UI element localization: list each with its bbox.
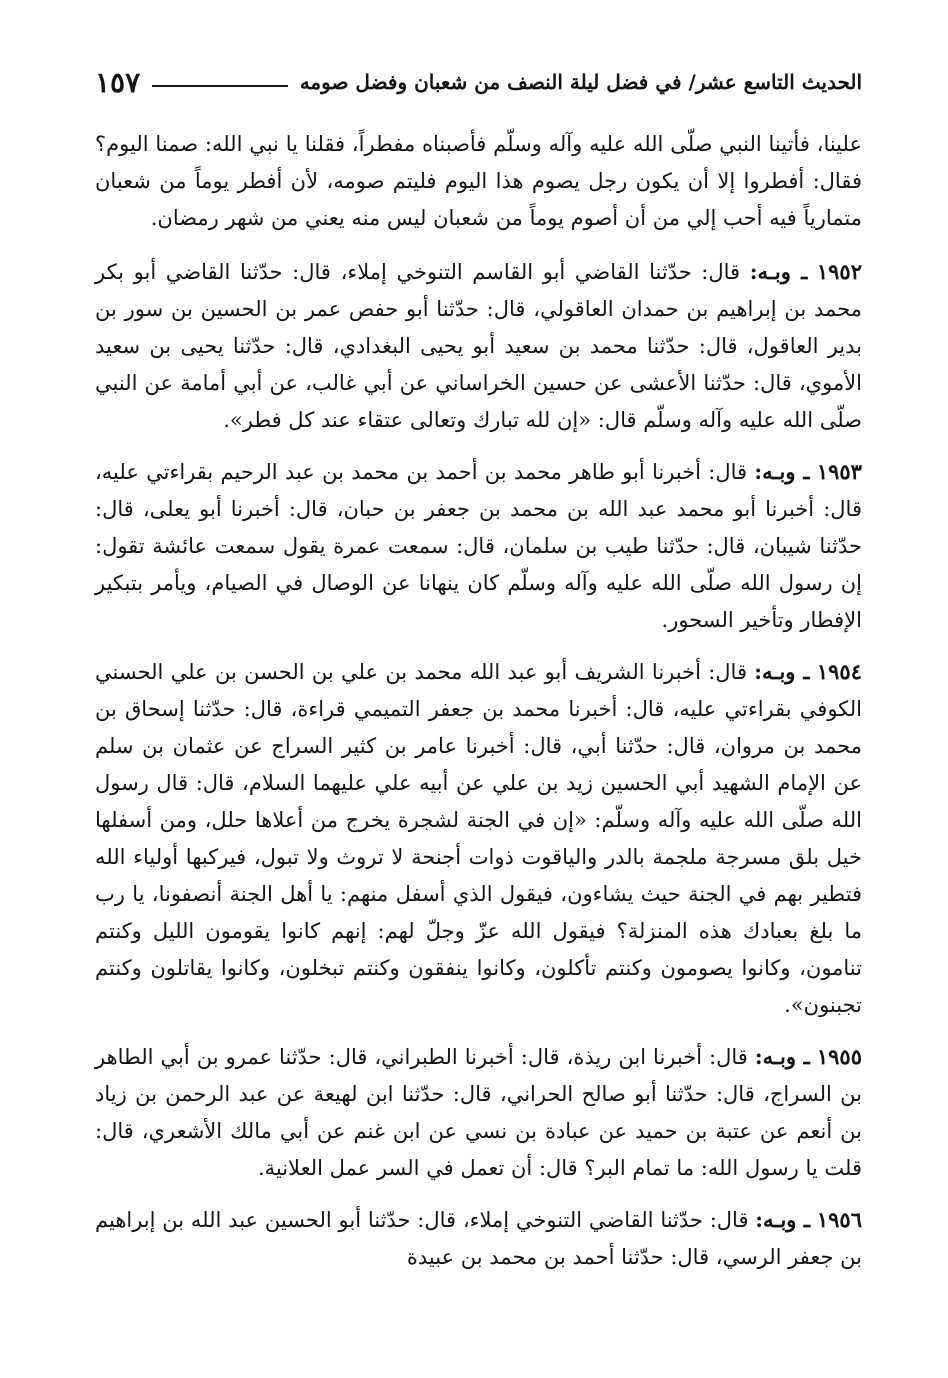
page-body xyxy=(95,126,862,1276)
hadith-1956 xyxy=(95,1201,862,1276)
chain-marker: ـ وبـه: xyxy=(749,259,808,284)
hadith-text: قال: أخبرنا أبو طاهر محمد بن أحمد بن محمد بن عبد الرحيم بقراءتي عليه، قال: أخبرنا أبو محمد عبد الله بن محمد بن جعفر بن حبان، قال: أخبرنا أبو يعلى، قال: حدّثنا شيبان، قال: حدّثنا طيب بن سلمان، قال: سمعت عمرة يقول سمعت عائشة تقول: إن رسول الله صلّى الله عليه وآله وسلّم كان ينهانا عن الوصال في الصيام، ويأمر بتبكير الإفطار وتأخير السحور. xyxy=(95,460,862,632)
hadith-number: ١٩٥٥ xyxy=(816,1044,862,1069)
page-number: ١٥٧ xyxy=(95,65,141,99)
hadith-text: قال: أخبرنا الشريف أبو عبد الله محمد بن علي بن الحسن بن علي الحسني الكوفي بقراءتي عليه، قال: أخبرنا محمد بن جعفر التميمي قراءة، قال: حدّثنا إسحاق بن محمد بن مروان، قال: حدّثنا أبي، قال: أخبرنا عامر بن كثير السراج عن عثمان بن سلم عن الإمام الشهيد أبي الحسين زيد بن علي عن أبيه علي عليهما السلام، قال: قال رسول الله صلّى الله عليه وآله وسلّم: «إن في الجنة لشجرة يخرج من أعلاها حلل، ومن أسفلها خيل بلق مسرجة ملجمة بالدر والياقوت ذوات أجنحة لا تروث ولا تبول، فيركبها أولياء الله فتطير بهم في الجنة حيث يشاءون، فيقول الذي أسفل منهم: يا أهل الجنة أنصفونا، يا رب ما بلغ بعبادك هذه المنزلة؟ فيقول الله عزّ وجلّ لهم: إنهم كانوا يقومون الليل وكنتم تنامون، وكانوا يصومون وكنتم تأكلون، وكانوا ينفقون وكنتم تبخلون، وكانوا يقاتلون وكنتم تجبنون». xyxy=(95,660,862,1017)
running-header xyxy=(95,62,862,102)
hadith-text: قال: أخبرنا ابن ريذة، قال: أخبرنا الطبراني، قال: حدّثنا عمرو بن أبي الطاهر بن السراج، قال: حدّثنا أبو صالح الحراني، قال: حدّثنا ابن لهيعة عن عبد الرحمن بن زياد بن أنعم عن عتبة بن حميد عن عبادة بن نسي عن ابن غنم عن أبي مالك الأشعري، قال: قلت يا رسول الله: ما تمام البر؟ قال: أن تعمل في السر عمل العلانية. xyxy=(95,1045,862,1180)
hadith-number: ١٩٥٤ xyxy=(816,659,862,684)
hadith-number: ١٩٥٢ xyxy=(816,259,862,284)
chain-marker: ـ وبـه: xyxy=(754,459,810,484)
header-rule xyxy=(152,85,288,87)
continuation-paragraph: علينا، فأتينا النبي صلّى الله عليه وآله وسلّم فأصبناه مفطراً، فقلنا يا نبي الله: صمنا اليوم؟ فقال: أفطروا إلا أن يكون رجل يصوم هذا اليوم فليتم صومه، لأن أفطر يوماً من شعبان متمارياً فيه أحب إلي من أن أصوم يوماً من شعبان ليس منه يعني من شهر رمضان. xyxy=(95,132,862,230)
chain-marker: ـ وبـه: xyxy=(754,1044,810,1069)
chapter-title: الحديث التاسع عشر/ في فضل ليلة النصف من شعبان وفضل صومه xyxy=(299,70,862,94)
hadith-1953 xyxy=(95,453,862,639)
hadith-number: ١٩٥٣ xyxy=(816,459,862,484)
hadith-1954 xyxy=(95,653,862,1024)
hadith-1952 xyxy=(95,253,862,439)
hadith-text: قال: حدّثنا القاضي التنوخي إملاء، قال: حدّثنا أبو الحسين عبد الله بن إبراهيم بن جعفر الرسي، قال: حدّثنا أحمد بن محمد بن عبيدة xyxy=(95,1208,862,1269)
hadith-text: قال: حدّثنا القاضي أبو القاسم التنوخي إملاء، قال: حدّثنا القاضي أبو بكر محمد بن إبراهيم بن حمدان العاقولي، قال: حدّثنا أبو حفص عمر بن الحسين بن سور بن بدير العاقول، قال: حدّثنا محمد بن سعيد أبو يحيى البغدادي، قال: حدّثنا يحيى بن سعيد الأموي، قال: حدّثنا الأعشى عن حسين الخراساني عن أبي غالب، عن أبي أمامة عن النبي صلّى الله عليه وآله وسلّم قال: «إن لله تبارك وتعالى عتقاء عند كل فطر». xyxy=(95,260,862,432)
chain-marker: ـ وبـه: xyxy=(754,659,810,684)
hadith-1955 xyxy=(95,1038,862,1187)
hadith-number: ١٩٥٦ xyxy=(816,1207,862,1232)
chain-marker: ـ وبـه: xyxy=(755,1207,811,1232)
